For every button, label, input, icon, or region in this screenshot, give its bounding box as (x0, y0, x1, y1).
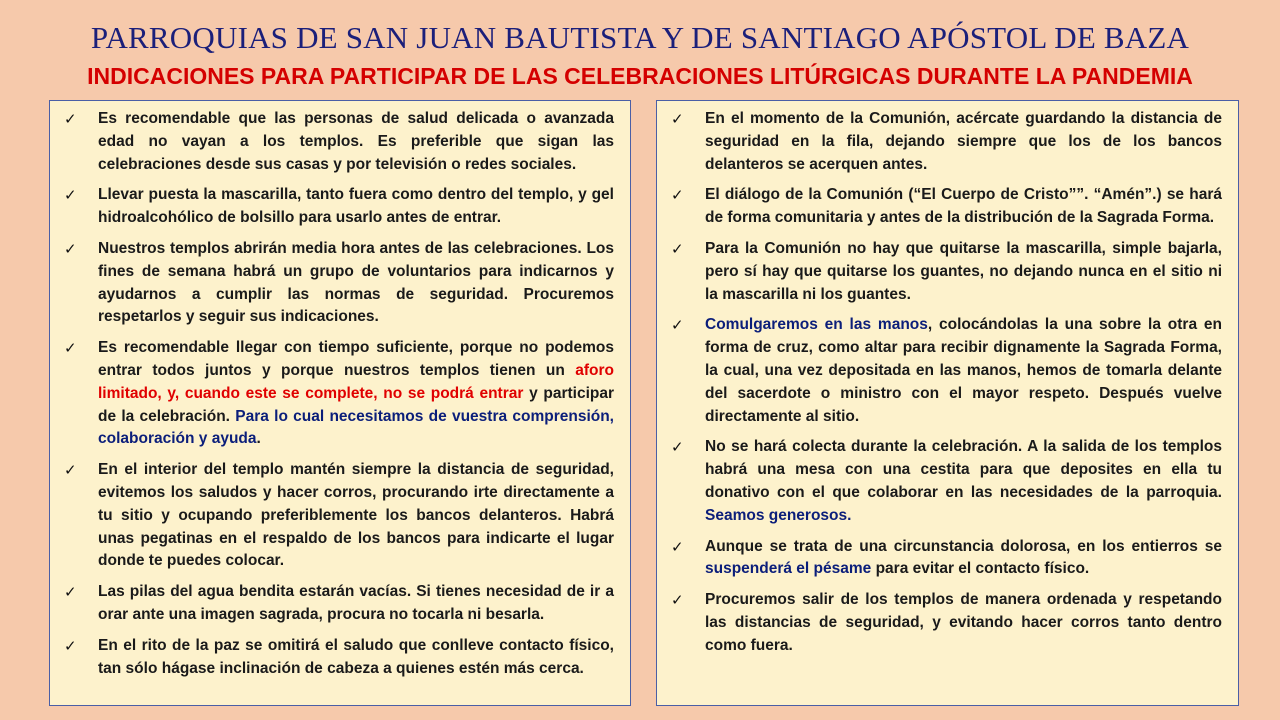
item-text: Nuestros templos abrirán media hora antes de las celebraciones. Los fines de semana habrá un grupo de voluntarios para indicarnos y ayudarnos a cumplir las normas de seguridad. Procuremos respetarlos y seguir sus indicaciones. (98, 239, 614, 326)
item-text: Las pilas del agua bendita estarán vacías. Si tienes necesidad de ir a orar ante una imagen sagrada, procura no tocarla ni besarla. (98, 583, 614, 623)
item-text: Llevar puesta la mascarilla, tanto fuera como dentro del templo, y gel hidroalcohólico de bolsillo para usarlo antes de entrar. (98, 186, 614, 227)
list-item (64, 459, 614, 573)
right-instructions-panel (656, 100, 1239, 706)
item-text: Procuremos salir de los templos de manera ordenada y respetando las distancias de seguridad, y evitando hacer corros tanto dentro como fuera. (705, 591, 1222, 654)
appeal-text: Para lo cual necesitamos de vuestra comprensión, colaboración y ayuda (98, 407, 614, 448)
list-item (671, 108, 1222, 176)
item-text: Es recomendable llegar con tiempo suficiente, porque no podemos entrar todos juntos y porque nuestros templos tienen un (98, 339, 614, 379)
list-item (671, 238, 1222, 306)
left-checklist (64, 108, 614, 680)
item-text: , colocándolas la una sobre la otra en forma de cruz, como altar para recibir dignamente la Sagrada Forma, la cual, una vez depositada en las manos, hemos de tomarla delante del sacerdote o ministro con el mayor respeto. Después vuelve directamente al sitio. (705, 316, 1222, 425)
check-icon: ✓ (64, 636, 77, 655)
check-icon: ✓ (64, 583, 77, 602)
capacity-warning-text: aforo limitado, y, cuando este se complete, no se podrá entrar (98, 361, 614, 402)
check-icon: ✓ (671, 316, 684, 335)
page-title: PARROQUIAS DE SAN JUAN BAUTISTA Y DE SANTIAGO APÓSTOL DE BAZA (90, 20, 1190, 55)
check-icon: ✓ (671, 110, 684, 128)
check-icon: ✓ (64, 239, 77, 258)
right-checklist (671, 108, 1222, 658)
item-text: En el rito de la paz se omitirá el saludo que conlleve contacto físico, tan sólo hágase inclinación de cabeza a quienes estén más cerca. (98, 636, 614, 677)
item-text: Es recomendable que las personas de salud delicada o avanzada edad no vayan a los templos. Es preferible que sigan las celebraciones desde sus casas y por televisión o redes sociales. (98, 110, 614, 173)
item-text: No se hará colecta durante la celebración. A la salida de los templos habrá una mesa con una cestita para que deposites en ella tu donativo con el que colaborar en las necesidades de la parroquia. (705, 438, 1222, 501)
item-text: Para la Comunión no hay que quitarse la mascarilla, simple bajarla, pero sí hay que quitarse los guantes, no dejando nunca en el sitio ni la mascarilla ni los guantes. (705, 239, 1222, 303)
item-text: . (256, 430, 261, 448)
page-subtitle: INDICACIONES PARA PARTICIPAR DE LAS CELEBRACIONES LITÚRGICAS DURANTE LA PANDEMIA (87, 63, 1193, 89)
check-icon: ✓ (671, 438, 684, 457)
item-text: y participar de la celebración. (98, 384, 614, 425)
list-item (671, 436, 1222, 527)
condolence-highlight-text: suspenderá el pésame (705, 560, 872, 578)
check-icon: ✓ (671, 591, 684, 610)
item-text: para evitar el contacto físico. (871, 560, 1090, 578)
list-item (671, 184, 1222, 230)
list-item (671, 314, 1222, 428)
left-instructions-panel (49, 100, 631, 706)
list-item (64, 337, 614, 451)
item-text: El diálogo de la Comunión (“El Cuerpo de Cristo””. “Amén”.) se hará de forma comunitaria y antes de la distribución de la Sagrada Forma. (705, 186, 1222, 227)
check-icon: ✓ (671, 186, 684, 205)
item-text: En el interior del templo mantén siempre la distancia de seguridad, evitemos los saludos y hacer corros, procurando irte directamente a tu sitio y ocupando preferiblemente los bancos delanteros. Habrá unas pegatinas en el respaldo de los bancos para indicarte el lugar donde te puedes colocar. (98, 461, 614, 570)
item-text: En el momento de la Comunión, acércate guardando la distancia de seguridad en la fila, dejando siempre que los de los bancos delanteros se acerquen antes. (705, 110, 1222, 173)
check-icon: ✓ (64, 186, 77, 205)
check-icon: ✓ (64, 339, 77, 358)
check-icon: ✓ (671, 537, 684, 556)
list-item (64, 184, 614, 230)
list-item (64, 238, 614, 329)
check-icon: ✓ (64, 110, 77, 128)
list-item (671, 536, 1222, 582)
check-icon: ✓ (64, 461, 77, 480)
list-item (64, 581, 614, 627)
generosity-highlight-text: Seamos generosos. (705, 506, 852, 524)
item-text: Aunque se trata de una circunstancia dolorosa, en los entierros se (705, 537, 1222, 555)
list-item (64, 635, 614, 681)
communion-highlight-text: Comulgaremos en las manos (705, 316, 928, 334)
list-item (671, 589, 1222, 657)
check-icon: ✓ (671, 239, 684, 258)
list-item (64, 108, 614, 176)
